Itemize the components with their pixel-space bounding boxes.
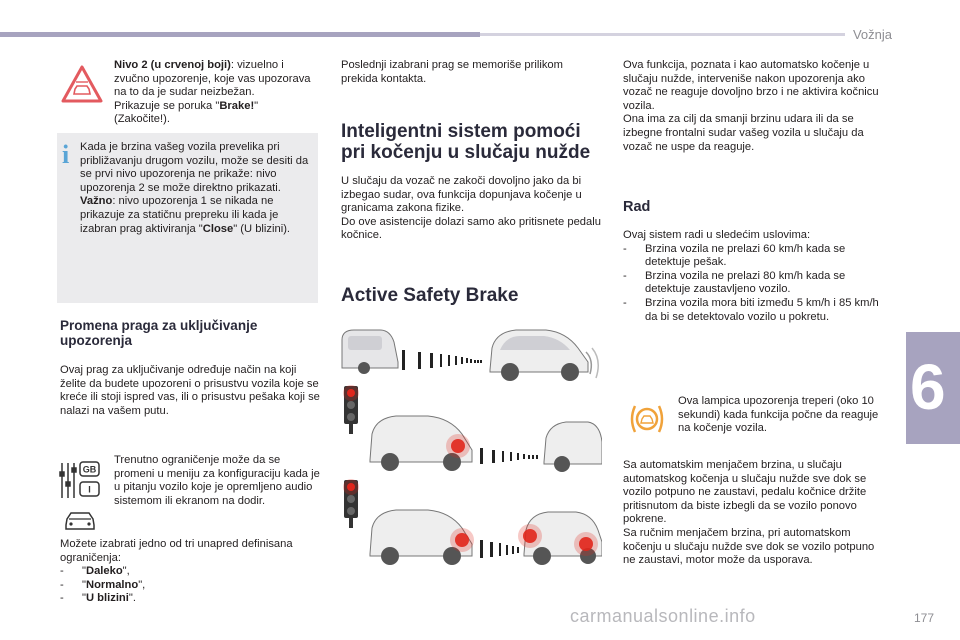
transmission-text [623, 459, 889, 568]
level2-text: : vizuelno i zvučno upozorenje, koje vas upozorava na to da je sudar neizbežan. [114, 59, 311, 99]
info-box-text [80, 141, 316, 236]
level2-msg: Brake! [219, 99, 255, 112]
scene-emergency-brake [343, 479, 602, 565]
chapter-number: 6 [910, 351, 946, 423]
info-text: Kada je brzina vašeg vozila prevelika pri približavanju drugom vozilu, može se desiti da se prvi nivo upozorenja ne prikaže: nivo upozorenja 2 se može direktno prikazati. [80, 141, 309, 194]
active-safety-brake-illustration [340, 322, 602, 570]
scene-vehicle-detected [342, 330, 598, 381]
option-item: - "Normalno", [60, 579, 322, 593]
ibs-text-2: Do ove asistencije dolazi samo ako pritisnete pedalu kočnice. [341, 215, 601, 242]
collision-warning-red-icon [60, 64, 104, 104]
scene-braking-vehicle [343, 385, 602, 472]
manual-transmission-text: Sa ručnim menjačem brzina, pri automatskom kočenju u slučaju nužde sve dok se vozilo potpuno ne zaustavi, motor može da usporava. [623, 526, 875, 567]
conditions-list [623, 243, 889, 325]
header-bar [0, 32, 480, 37]
info-close-label: Close [202, 222, 234, 235]
rad-intro: Ovaj sistem radi u sledećim uslovima: [623, 229, 811, 241]
threshold-heading: Promena praga za uključivanje upozorenja [60, 318, 258, 348]
current-limit-text: Trenutno ograničenje može da se promeni u meniju za konfiguraciju kada je u pitanju vozilo koje je opremljeno audio sistemom ili ekranom na dodir. [114, 454, 320, 507]
level2-title: Nivo 2 (u crvenoj boji) [114, 59, 231, 71]
info-important-text-b: " (U blizini). [233, 222, 291, 235]
rad-conditions [623, 229, 889, 324]
page-number: 177 [913, 611, 934, 625]
choose-text [60, 538, 322, 606]
info-icon: i [62, 140, 70, 169]
ibs-heading: Inteligentni sistem pomoći pri kočenju u slučaju nužde [341, 121, 591, 163]
gb-label: GB [82, 464, 97, 475]
level2-msg-prefix: Prikazuje se poruka " [114, 99, 220, 112]
condition-item: - Brzina vozila ne prelazi 80 km/h kada se detektuje zaustavljeno vozilo. [623, 270, 889, 297]
vehicle-settings-icon [60, 505, 100, 533]
config-menu-icon [59, 460, 101, 500]
rad-heading: Rad [623, 199, 651, 215]
option-item: - "Daleko", [60, 565, 322, 579]
threshold-options [60, 565, 322, 606]
asb-intro-2: Ona ima za cilj da smanji brzinu udara ili da se izbegne frontalni sudar vašeg vozila u slučaju da vozač ne uspe da reaguje. [623, 113, 864, 153]
asb-intro-1: Ova funkcija, poznata i kao automatsko kočenje u slučaju nužde, interveniše nakon upozorenja ako vozač ne reaguje dovoljno brzo i ne aktivira kočnicu vozila. [623, 59, 879, 112]
level2-description [114, 59, 314, 127]
threshold-text: Ovaj prag za uključivanje određuje način na koji želite da budete upozoreni o prisustvu vozila koje se kreće ili stoji ispred vas, ili o prisustvu pešaka koji se nalazi na vašem putu. [60, 364, 320, 417]
ibs-text-1: U slučaju da vozač ne zakoči dovoljno jako da bi izbegao sudar, ova funkcija dopunjava kočenje u granicama zakona fizike. [341, 175, 582, 215]
asb-intro-text [623, 59, 889, 154]
i-label: I [88, 484, 91, 495]
info-important-text-a: : nivo upozorenja 1 se nikada ne prikazuje za statičnu prepreku ili kada je izabran prag aktiviranja " [80, 195, 279, 235]
info-important-label: Važno [80, 195, 113, 208]
lamp-text: Ova lampica upozorenja treperi (oko 10 sekundi) kada funkcija počne da reaguje na kočenje vozila. [678, 395, 879, 435]
condition-item: - Brzina vozila ne prelazi 60 km/h kada se detektuje pešak. [623, 243, 889, 270]
option-near: U blizini [85, 592, 129, 605]
ibs-text [341, 175, 603, 243]
auto-transmission-text: Sa automatskim menjačem brzina, u slučaju automatskog kočenja u slučaju nužde sve dok se vozilo potpuno ne zaustavi, pedalu kočnice držite pritisnutom da biste izbegli da se vozilo ponovo pokrene. [623, 459, 867, 526]
chapter-tab [906, 332, 960, 444]
level2-msg-suffix: " (Zakočite!). [114, 99, 259, 126]
header-bar-light [480, 33, 845, 36]
section-title: Vožnja [852, 27, 892, 42]
watermark: carmanualsonline.info [570, 606, 756, 626]
asb-warning-lamp-icon [627, 402, 667, 436]
option-far: Daleko [85, 565, 123, 578]
option-item: - "U blizini". [60, 592, 322, 606]
choose-intro: Možete izabrati jedno od tri unapred definisana ograničenja: [60, 538, 293, 564]
option-normal: Normalno [85, 578, 139, 591]
memory-text: Poslednji izabrani prag se memoriše prilikom prekida kontakta. [341, 59, 563, 85]
asb-heading: Active Safety Brake [341, 285, 519, 306]
condition-item: - Brzina vozila mora biti između 5 km/h i 85 km/h da bi se detektovalo vozilo u pokretu. [623, 297, 889, 324]
